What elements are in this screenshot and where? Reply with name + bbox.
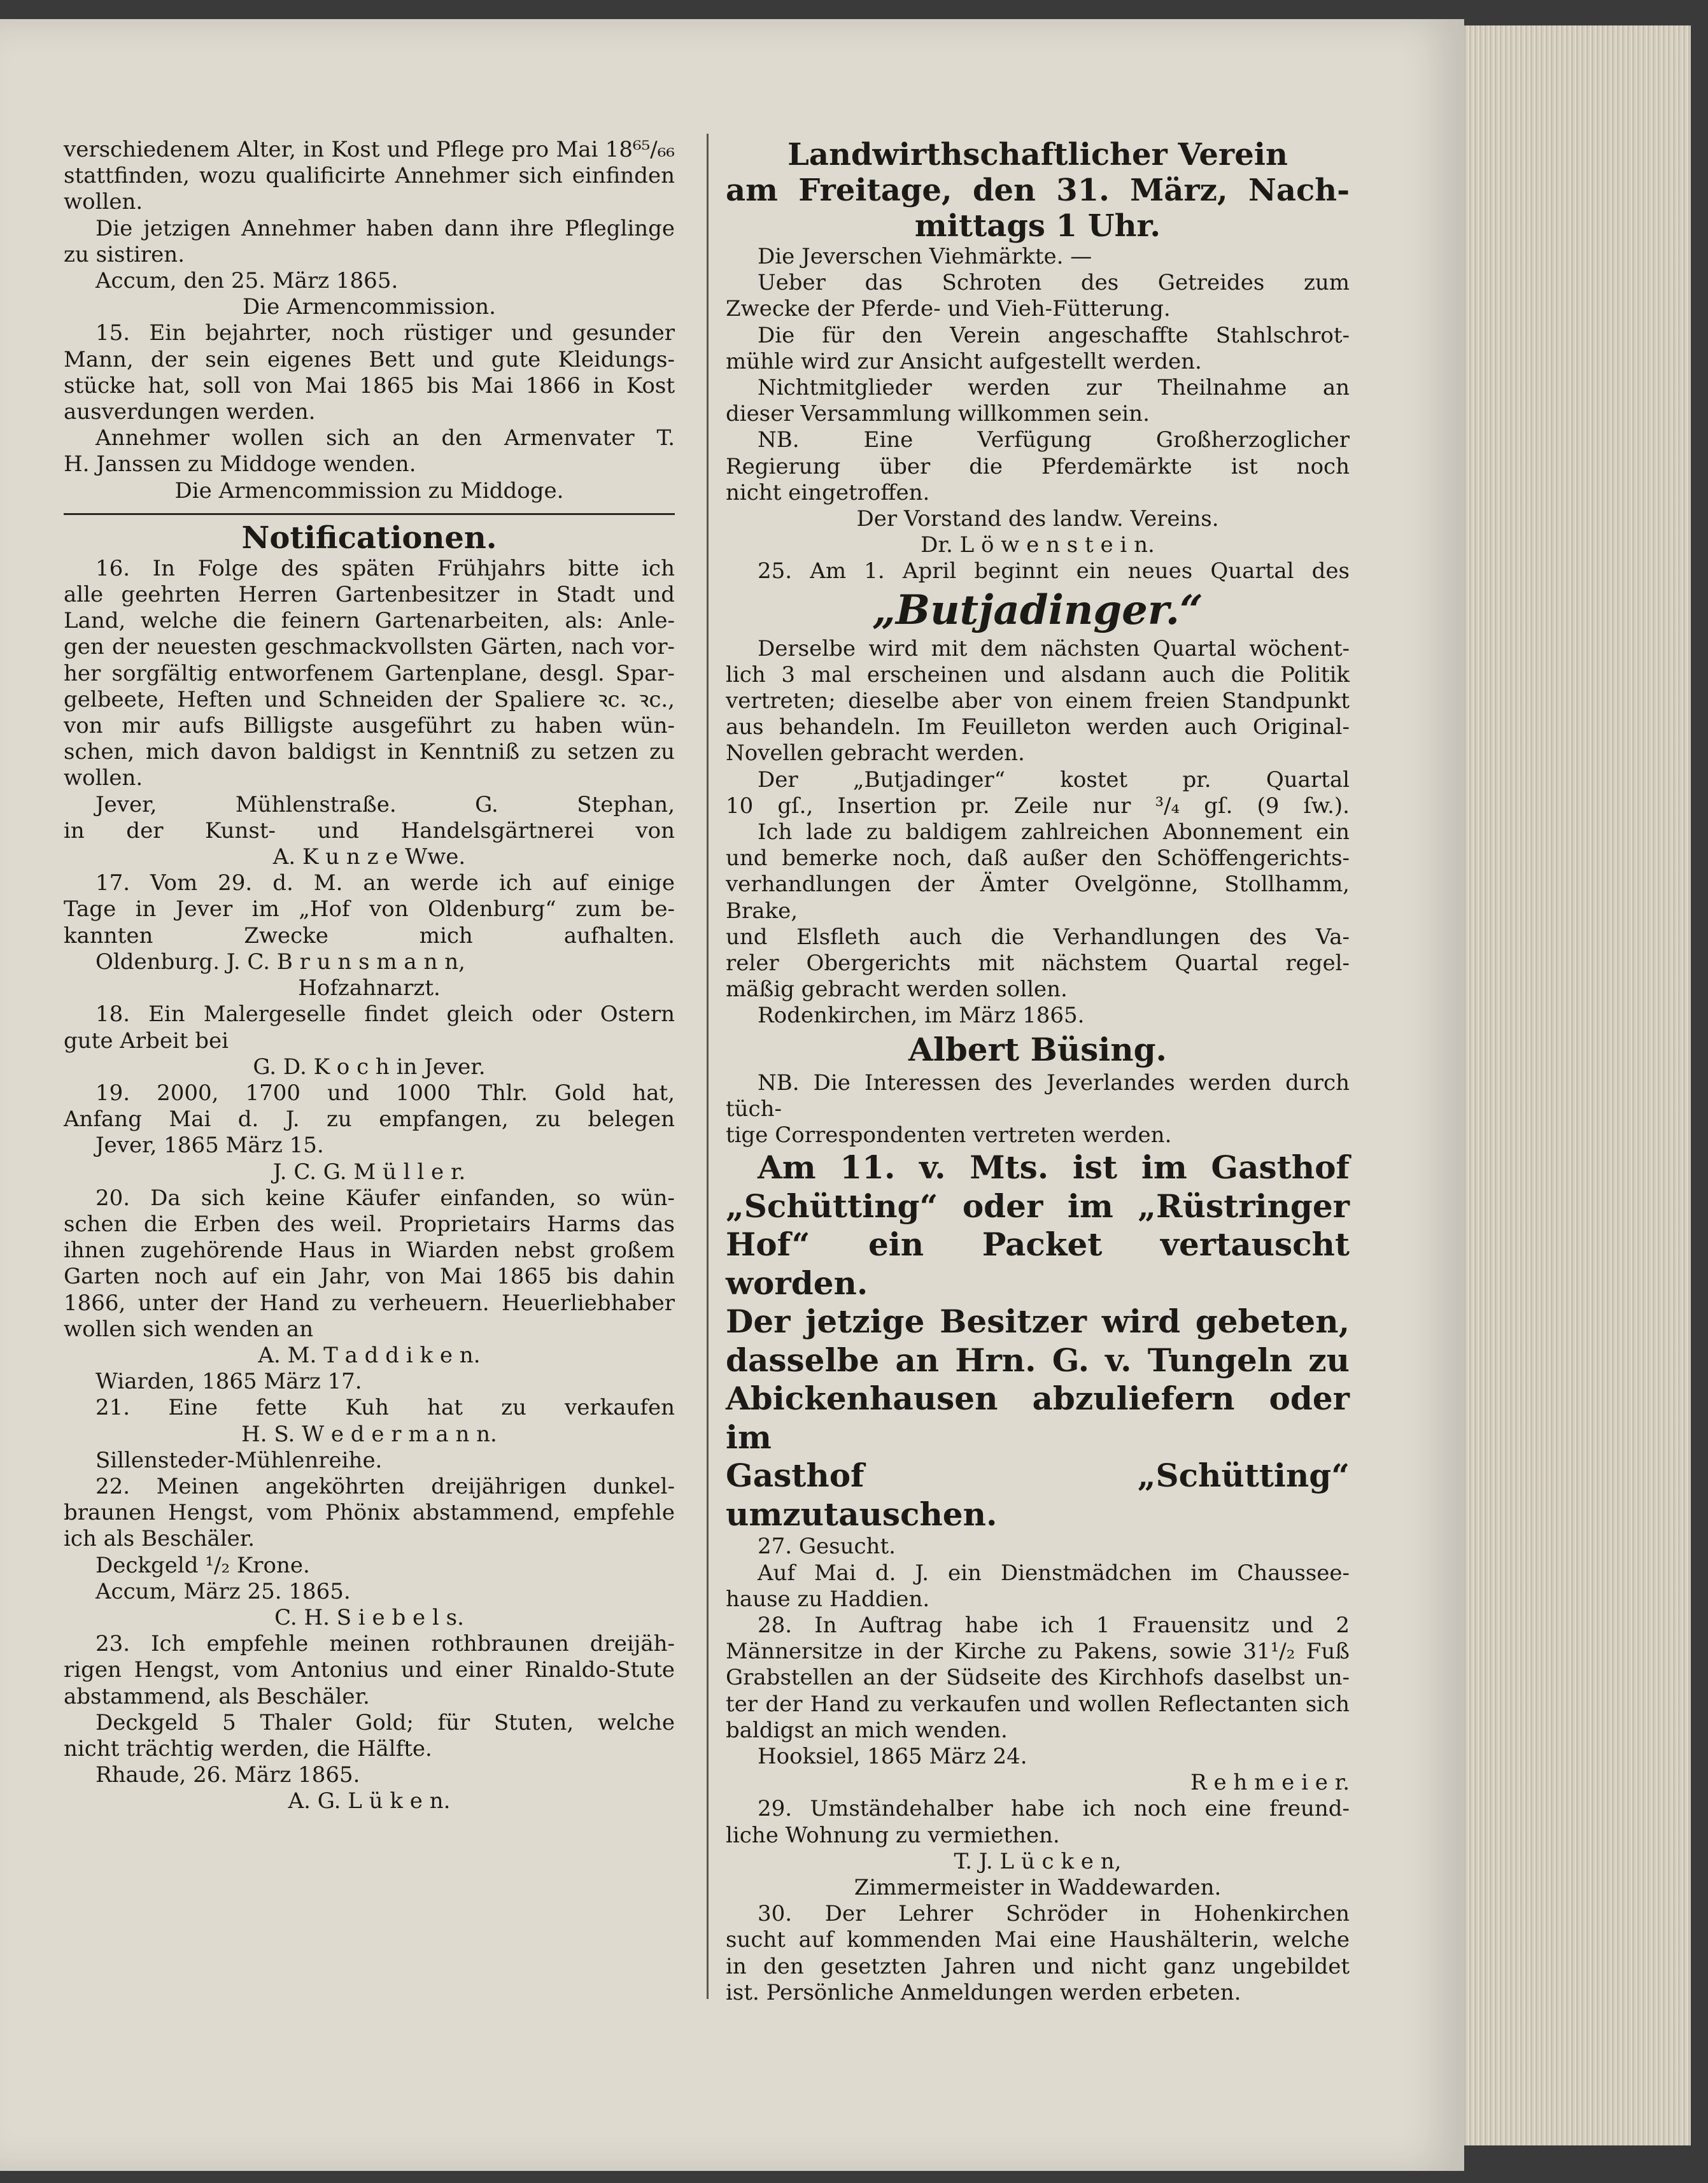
right-text-line: sucht auf kommenden Mai eine Haushälterin, welche [726, 1927, 1350, 1953]
left-text-line: Wiarden, 1865 März 17. [95, 1369, 362, 1395]
left-text-line: Die jetzigen Annehmer haben dann ihre Pfleglinge [95, 215, 675, 241]
left-text-line: Notificationen. [241, 519, 497, 556]
left-text-line: 20. Da sich keine Käufer einfanden, so wün- [95, 1185, 675, 1211]
right-text-line: Regierung über die Pferdemärkte ist noch [726, 453, 1350, 479]
right-text-line: Die für den Verein angeschaffte Stahlschrot- [758, 322, 1350, 348]
right-text-line: ist. Persönliche Anmeldungen werden erbeten. [726, 1979, 1241, 2005]
right-text-line: Der Vorstand des landw. Vereins. [856, 506, 1219, 532]
right-text-line: lich 3 mal erscheinen und alsdann auch die Politik [726, 661, 1350, 688]
right-text-line: NB. Die Interessen des Jeverlandes werden durch tüch- [726, 1070, 1350, 1122]
left-text-line: Land, welche die feinern Gartenarbeiten, als: Anle- [64, 608, 675, 634]
book-page-edges [1458, 25, 1691, 2145]
right-text-line: Abickenhausen abzuliefern oder im [726, 1380, 1350, 1456]
left-text-line: Die Armencommission zu Middoge. [174, 477, 564, 504]
left-text-line: kannten Zwecke mich aufhalten. [64, 922, 675, 949]
right-text-line: Am 11. v. Mts. ist im Gasthof [758, 1148, 1350, 1187]
right-text-line: R e h m e i e r. [1190, 1770, 1350, 1796]
right-text-line: Der „Butjadinger“ kostet pr. Quartal [758, 767, 1350, 793]
right-text-line: und Elsfleth auch die Verhandlungen des Va- [726, 924, 1350, 950]
right-text-line: 29. Umständehalber habe ich noch eine freund- [758, 1796, 1350, 1822]
left-text-line: gelbeete, Heften und Schneiden der Spaliere ꝛc. ꝛc., [64, 686, 675, 712]
right-text-line: „Butjadinger.“ [872, 586, 1203, 634]
right-text-line: mühle wird zur Ansicht aufgestellt werden. [726, 348, 1202, 374]
left-text-line: 21. Eine fette Kuh hat zu verkaufen [95, 1395, 675, 1421]
right-text-line: „Schütting“ oder im „Rüstringer [726, 1187, 1350, 1225]
left-text-line: Anfang Mai d. J. zu empfangen, zu belegen [64, 1106, 675, 1133]
right-text-line: mäßig gebracht werden sollen. [726, 977, 1068, 1003]
right-text-line: Ueber das Schroten des Getreides zum [758, 270, 1350, 296]
left-text-line: A. K u n z e Wwe. [272, 844, 466, 870]
right-text-line: Der jetzige Besitzer wird gebeten, [726, 1303, 1350, 1341]
right-text-line: mittags 1 Uhr. [914, 208, 1161, 244]
column-divider [707, 134, 709, 1999]
left-text-line: Sillensteder-Mühlenreihe. [95, 1447, 383, 1473]
right-text-line: aus behandeln. Im Feuilleton werden auch Original- [726, 714, 1350, 740]
right-text-line: Derselbe wird mit dem nächsten Quartal wöchent- [758, 635, 1350, 661]
right-text-line: in den gesetzten Jahren und nicht ganz ungebildet [726, 1953, 1350, 1979]
right-text-line: T. J. L ü c k e n, [954, 1848, 1122, 1874]
left-text-line: nicht trächtig werden, die Hälfte. [64, 1735, 432, 1762]
right-text-line: Zimmermeister in Waddewarden. [854, 1874, 1222, 1900]
right-text-line: tige Correspondenten vertreten werden. [726, 1122, 1172, 1148]
right-text-line: Zwecke der Pferde- und Vieh-Fütterung. [726, 296, 1171, 322]
left-text-line: Jever, 1865 März 15. [95, 1133, 324, 1159]
left-text-line: H. S. W e d e r m a n n. [241, 1421, 497, 1447]
left-text-line: schen die Erben des weil. Proprietairs Harms das [64, 1211, 675, 1237]
left-text-line: Tage in Jever im „Hof von Oldenburg“ zum be- [64, 896, 675, 922]
right-text-line: Landwirthschaftlicher Verein [787, 137, 1288, 173]
right-text-line: baldigst an mich wenden. [726, 1717, 1008, 1743]
left-text-line: 17. Vom 29. d. M. an werde ich auf einige [95, 870, 675, 896]
right-text-line: Rodenkirchen, im März 1865. [758, 1003, 1085, 1029]
left-text-line: 1866, unter der Hand zu verheuern. Heuerliebhaber [64, 1290, 675, 1316]
left-text-line: wollen sich wenden an [64, 1316, 314, 1342]
left-text-line: Die Armencommission. [243, 294, 496, 320]
right-text-line: hause zu Haddien. [726, 1586, 930, 1612]
right-text-line: Nichtmitglieder werden zur Theilnahme an [758, 375, 1350, 401]
left-text-line: von mir aufs Billigste ausgeführt zu haben wün- [64, 713, 675, 739]
right-text-line: 28. In Auftrag habe ich 1 Frauensitz und 2 [758, 1612, 1350, 1638]
right-text-line: nicht eingetroffen. [726, 479, 930, 505]
left-text-line: Oldenburg. J. C. B r u n s m a n n, [95, 949, 465, 975]
left-text-line: stattfinden, wozu qualificirte Annehmer sich einfinden [64, 163, 675, 189]
left-text-line: wollen. [64, 189, 143, 215]
right-text-line: Grabstellen an der Südseite des Kirchhofs daselbst un- [726, 1665, 1350, 1691]
right-text-line: Novellen gebracht werden. [726, 740, 1025, 767]
left-text-line: Jever, Mühlenstraße. G. Stephan, [95, 791, 675, 817]
right-text-line: Auf Mai d. J. ein Dienstmädchen im Chaussee- [758, 1560, 1350, 1586]
right-text-line: Hof“ ein Packet vertauscht worden. [726, 1226, 1350, 1302]
left-text-line: 16. In Folge des späten Frühjahrs bitte ich [95, 555, 675, 581]
left-text-line: 22. Meinen angeköhrten dreijährigen dunkel- [95, 1473, 675, 1499]
left-text-line: Rhaude, 26. März 1865. [95, 1762, 360, 1788]
left-text-line: A. G. L ü k e n. [288, 1788, 451, 1814]
right-text-line: Hooksiel, 1865 März 24. [758, 1743, 1027, 1769]
left-text-line: Mann, der sein eigenes Bett und gute Kleidungs- [64, 346, 675, 372]
left-text-line: braunen Hengst, vom Phönix abstammend, empfehle [64, 1500, 675, 1526]
right-text-line: Männersitze in der Kirche zu Pakens, sowie 31¹/₂ Fuß [726, 1639, 1350, 1665]
left-text-line: Deckgeld ¹/₂ Krone. [95, 1552, 310, 1578]
right-text-line: am Freitage, den 31. März, Nach- [726, 173, 1350, 208]
left-text-line: schen, mich davon baldigst in Kenntniß zu setzen zu wollen. [64, 739, 675, 791]
left-text-line: Annehmer wollen sich an den Armenvater T. [95, 425, 675, 451]
right-text-line: ter der Hand zu verkaufen und wollen Reflectanten sich [726, 1691, 1350, 1717]
right-text-line: NB. Eine Verfügung Großherzoglicher [758, 427, 1350, 453]
right-text-line: Die Jeverschen Viehmärkte. — [758, 244, 1092, 269]
left-text-line: 15. Ein bejahrter, noch rüstiger und gesunder [95, 320, 675, 346]
right-text-line: dasselbe an Hrn. G. v. Tungeln zu [726, 1341, 1350, 1379]
right-text-line: Ich lade zu baldigem zahlreichen Abonnement ein [758, 819, 1350, 845]
right-column [726, 137, 1350, 2006]
left-text-line: J. C. G. M ü l l e r. [272, 1159, 466, 1185]
left-text-line: abstammend, als Beschäler. [64, 1683, 370, 1709]
left-text-line: zu sistiren. [64, 241, 185, 267]
left-text-line: C. H. S i e b e l s. [274, 1604, 464, 1630]
left-text-line: rigen Hengst, vom Antonius und einer Rinaldo-Stute [64, 1657, 675, 1683]
right-text-line: und bemerke noch, daß außer den Schöffengerichts- [726, 845, 1350, 872]
left-text-line: Deckgeld 5 Thaler Gold; für Stuten, welche [95, 1709, 675, 1735]
left-text-line: in der Kunst- und Handelsgärtnerei von [64, 817, 675, 844]
right-text-line: vertreten; dieselbe aber von einem freien Standpunkt [726, 688, 1350, 714]
left-text-line: ich als Beschäler. [64, 1526, 255, 1552]
right-text-line: 25. Am 1. April beginnt ein neues Quartal des [758, 558, 1350, 584]
right-text-line: verhandlungen der Ämter Ovelgönne, Stollhamm, Brake, [726, 872, 1350, 924]
left-text-line: Hofzahnarzt. [298, 975, 441, 1001]
right-text-line: dieser Versammlung willkommen sein. [726, 401, 1150, 427]
left-text-line: 19. 2000, 1700 und 1000 Thlr. Gold hat, [95, 1080, 675, 1106]
left-text-line: Accum, den 25. März 1865. [95, 268, 399, 294]
left-text-line: ihnen zugehörende Haus in Wiarden nebst großem [64, 1238, 675, 1264]
right-text-line: 27. Gesucht. [758, 1534, 896, 1560]
left-text-line: stücke hat, soll von Mai 1865 bis Mai 1866 in Kost [64, 372, 675, 399]
left-text-line: 23. Ich empfehle meinen rothbraunen dreijäh- [95, 1631, 675, 1657]
right-text-line: Gasthof „Schütting“ umzutauschen. [726, 1457, 1350, 1533]
right-text-line: liche Wohnung zu vermiethen. [726, 1822, 1060, 1848]
left-text-line: gen der neuesten geschmackvollsten Gärten, nach vor- [64, 634, 675, 660]
left-text-line: Accum, März 25. 1865. [95, 1578, 351, 1604]
right-text-line: 30. Der Lehrer Schröder in Hohenkirchen [758, 1901, 1350, 1927]
left-text-line: Garten noch auf ein Jahr, von Mai 1865 bis dahin [64, 1264, 675, 1290]
left-text-line: her sorgfältig entworfenem Gartenplane, desgl. Spar- [64, 660, 675, 686]
left-text-line: G. D. K o c h in Jever. [253, 1054, 486, 1080]
right-text-line: Albert Büsing. [908, 1030, 1167, 1068]
section-rule [64, 513, 675, 515]
left-text-line: A. M. T a d d i k e n. [258, 1342, 481, 1368]
right-text-line: Dr. L ö w e n s t e i n. [921, 532, 1155, 558]
left-text-line: verschiedenem Alter, in Kost und Pflege pro Mai 18⁶⁵/₆₆ [64, 137, 675, 162]
right-text-line: reler Obergerichts mit nächstem Quartal regel- [726, 950, 1350, 977]
left-text-line: 18. Ein Malergeselle findet gleich oder Ostern [95, 1001, 675, 1028]
left-text-line: alle geehrten Herren Gartenbesitzer in Stadt und [64, 582, 675, 608]
left-text-line: ausverdungen werden. [64, 399, 316, 425]
left-text-line: gute Arbeit bei [64, 1028, 229, 1054]
left-column [64, 137, 675, 1815]
left-text-line: H. Janssen zu Middoge wenden. [64, 451, 416, 477]
right-text-line: 10 gſ., Insertion pr. Zeile nur ³/₄ gſ. (9 ſw.). [726, 793, 1350, 819]
